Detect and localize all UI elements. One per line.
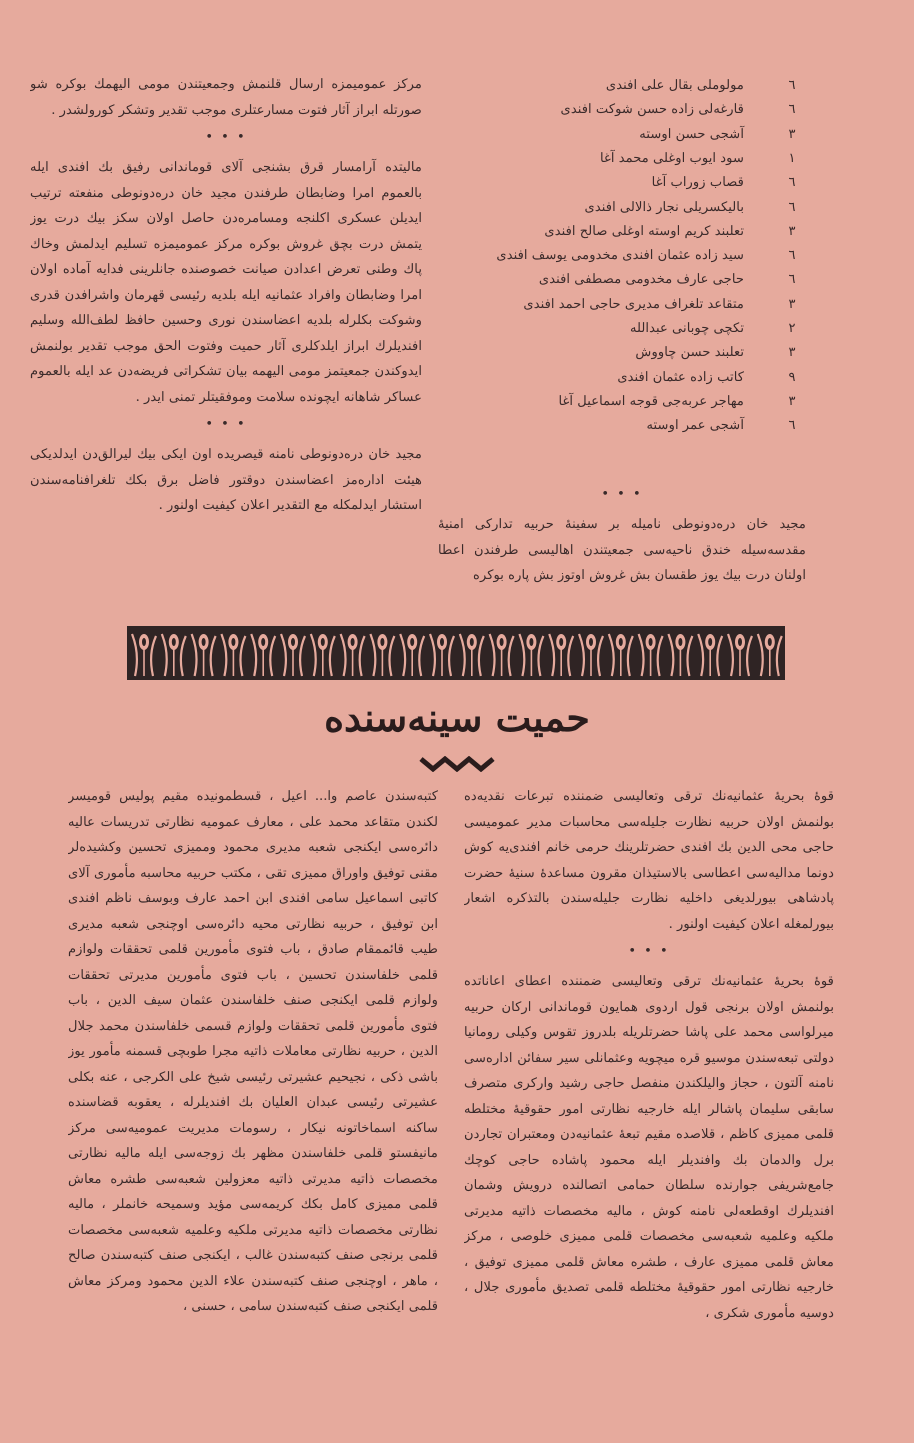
donor-amount: ٦ — [788, 272, 796, 288]
donor-row — [470, 224, 800, 248]
donor-name: آشجی حسن اوسته — [639, 126, 744, 142]
donor-name: سود ایوب اوغلی محمد آغا — [599, 150, 744, 166]
donor-amount: ٢ — [788, 321, 796, 336]
donor-amount: ٩ — [788, 369, 796, 385]
donor-row — [470, 127, 800, 151]
bottom-left-paragraph-1: کتبه‌سندن عاصم وا... اعیل ، قسطمونیده مقیم پولیس قومیسر لکندن متقاعد محمد علی ، معارف عمومیه نظارتی تدریسات عالیه دائره‌سی ایکنجی شعبه مدیری محمود وممیزی تحسین وکشیده‌لر مقنی توفیق واوراق ممیزی تقی ، مکتب حربیه محاسبه مأموری آلای کاتبی اسماعیل سامی افندی ابن احمد عارف وبوسف ناظم افندی ابن توفیق ، حربیه نظارتی محیه دائره‌سی اوچنجی شعبه مدیری طیب قائممقام صادق ، باب فتوی مأمورین قلمی تحققات ولوازم قلمی خلفاسندن تحسین ، باب فتوی مأمورین مدیرتی تحققات ولوازم قلمی ایکنجی صنف خلفاسندن عثمان سیف الدین ، باب فتوی مأمورین قلمی تحققات ولوازم قسمی خلفاسندن محمد جلال الدین ، حربیه نظارتی معاملات ذاتیه مجرا طوبچی قسمنه مأمور یوز باشی ذکی ، نجیحیم عشیرتی رئیسی شیخ علی الکرجی ، عنه بکلی عشیرتی رئیسی عبدان العلیان بك افندیلرله ، یعقوبه قضاسنده ساکنه اسماخاتونه نیکار ، رسومات مدیریت عمومیه‌سی مرکز مانیفستو قلمی خلفاسندن مظهر بك زوجه‌سی ایله مالیه نظارتی مخصصات ذاتیه مدیرتی ذاتیه معزولین شعبه‌سی طشره معاش قلمی ممیزی کامل بکك کریمه‌سی مؤید وسمیحه خانملر ، مالیه نظارتی مخصصات ذاتیه مدیرتی ملکیه وعلمیه شعبه‌سی مخصصات قلمی برنجی صنف کتبه‌سندن غالب ، ایکنجی صنف کتبه‌سندن صالح ، ماهر ، اوچنجی صنف کتبه‌سندن علاء الدین محمود ومرکز معاش قلمی ایکنجی صنف کتبه‌سندن سامی ، حسنی ، — [68, 789, 438, 1314]
section-title: حمیت سینه‌سنده — [324, 695, 590, 740]
separator-stars: • • • — [205, 417, 247, 432]
donor-name: مهاجر عربه‌جی قوجه اسماعیل آغا — [558, 393, 744, 409]
donor-name: تعلبند حسن چاووش — [635, 345, 744, 361]
bottom-right-paragraph-1: قوهٔ بحریهٔ عثمانیه‌نك ترقی وتعالیسی ضمننده تبرعات نقدیه‌ده بولنمش اولان حربیه نظارت جلیله‌سی محاسبات مدیر عمومیسی حاجی محی الدین بك افندی حضرتلرینك حرمی خانم افندی‌یه کوش دونما مدالیه‌سی اعطاسی بالاستیذان مقرون مساعدهٔ سنیهٔ حضرت پادشاهی بیورلدیغی داخلیه نظارت جلیله‌سندن بالتذکره اشعار بیورلمغله اعلان کیفیت اولنور . — [464, 789, 834, 932]
separator-stars: • • • — [601, 487, 643, 502]
donor-amount: ٣ — [788, 126, 796, 142]
donor-amount: ٣ — [788, 345, 796, 361]
zigzag-divider-icon — [419, 756, 495, 772]
donor-row — [470, 78, 800, 102]
donor-row — [470, 151, 800, 175]
donor-row — [470, 370, 800, 394]
donor-row — [470, 272, 800, 296]
donor-row — [470, 345, 800, 369]
donor-amount: ٦ — [788, 418, 796, 434]
donor-amount: ١ — [788, 150, 796, 166]
bottom-right-column — [464, 784, 834, 1414]
donor-row — [470, 102, 800, 126]
left-top-paragraph-2: مالیتده آرامسار قرق بشنجی آلای قوماندانی رفیق بك افندی ایله بالعموم امرا وضابطان طرفندن مجید خان دره‌دونوطی منفعته ترتیب ایدیلن عسکری اکلنجه ومسامره‌دن حاصل اولان سکز بیك درت یوز یتمش درت بچق غروش بوکره مرکز عمومیمزه تسلیم ایدلمش وخاك پاك وطنی تعرض اعدادن صیانت خصوصنده جانلرینی فدایه آماده اولان امرا وضابطان وافراد عثمانیه ایله بلدیه رئیسی قهرمان واشرافدن قدری وشوکت بکلرله بلدیه اعضاسندن نوری وحسین حافظ لطف‌الله وسلیم افندیلرك ابراز ایلدکلری آثار حمیت وفتوت الحق موجب تقدیر بولنمش ایدوکندن جمعیتمز مومی الیهمه بیان تشکراتی فریضه‌دن عد ایله بالعموم عساکر شاهانه ایچونده سلامت وموفقیتلر تمنی ایدر . — [30, 160, 422, 405]
donor-name: آشجی عمر اوسته — [646, 418, 744, 434]
donor-name: حاجی عارف مخدومی مصطفی افندی — [538, 272, 744, 288]
right-bottom-paragraph: مجید خان دره‌دونوطی نامیله بر سفینهٔ حربیه تدارکی امنیهٔ مقدسه‌سیله خندق ناحیه‌سی جمعیتندن اهالیسی طرفندن اعطا اولنان درت بیك یوز طقسان بش غروش اوتوز بش پاره بوکره — [438, 517, 806, 583]
donor-name: قارغه‌لی زاده حسن شوکت افندی — [560, 102, 744, 118]
donor-amount: ٦ — [788, 78, 796, 93]
donor-amount: ٦ — [788, 248, 796, 264]
separator-stars: • • • — [628, 944, 670, 959]
donor-row — [470, 200, 800, 224]
donor-name: قصاب زوراب آغا — [651, 175, 744, 191]
donor-row — [470, 394, 800, 418]
donor-row — [470, 418, 800, 442]
left-top-paragraph-3: مجید خان دره‌دونوطی نامنه قیصریده اون ایکی بیك لیرالق‌دن ایدلدیکی هیئت اداره‌مز اعضاسندن دوقتور فاضل برق بکك تلغرافنامه‌سندن استشار ایدلمکله مع التقدیر اعلان کیفیت اولنور . — [30, 447, 422, 513]
donor-amount: ٦ — [788, 199, 796, 215]
iris-flower-banner-graphic — [129, 628, 783, 678]
donor-name: تکچی چوبانی عبدالله — [629, 321, 744, 336]
donor-amount: ٦ — [788, 102, 796, 118]
iris-flower-banner-icon — [127, 626, 785, 680]
donor-name: کاتب زاده عثمان افندی — [617, 369, 744, 385]
donor-row — [470, 175, 800, 199]
donor-amount: ٣ — [788, 393, 796, 409]
donor-name: بالیکسریلی نجار ذالالی افندی — [584, 199, 744, 215]
bottom-right-paragraph-2: قوهٔ بحریهٔ عثمانیه‌نك ترقی وتعالیسی ضمننده اعطای اعاناتده بولنمش اولان برنجی قول اردوی همایون قوماندانی ارکان حربیه میرلواسی محمد علی پاشا حضرتلریله بلدروز تقوس وکیلی رومانیا دولتی تبعه‌سندن موسیو قره میچویه وعثمانلی سیر سفائن اداره‌سی نامنه آلتون ، حجاز والیلکندن منفصل حاجی رشید وارکری متصرف سابقی سلیمان پاشالر ایله خارجیه نظارتی امور حقوقیهٔ مختلطه قلمی ممیزی کاظم ، قلاصده مقیم تبعهٔ عثمانیه‌دن ومعتبران تجاردن برل والدمان بك وافندیلر ایله محمود پاشاده حاجی کوچك جامع‌شریفی جوارنده سلطان حمامی اتصالنده درویش وشمان افندیلرك اوقطعه‌لی نامنه کوش ، مالیه مخصصات ذاتیه مدیرتی ملکیه وعلمیه شعبه‌سی مخصصات قلمی ممیزی خلوصی ، مرکز معاش قلمی ممیزی عارف ، طشره معاش قلمی ممیزی توفیق ، خارجیه نظارتی امور حقوقیهٔ مختلطه قلمی تصدیق مأموری جلال ، دوسیه مأموری شکری ، — [464, 974, 834, 1321]
left-column-top — [30, 72, 422, 617]
right-column-bottom — [438, 484, 806, 612]
donor-amount: ٦ — [788, 175, 796, 191]
left-top-paragraph-1: مرکز عمومیمزه ارسال قلنمش وجمعیتندن مومی الیهمك بوکره شو صورتله ابراز آثار فتوت مسارعتلری موجب تقدیر وتشکر کورولشدر . — [30, 77, 422, 118]
donor-name: متقاعد تلغراف مدیری حاجی احمد افندی — [523, 296, 744, 312]
donor-name: تعلبند کریم اوسته اوغلی صالح افندی — [544, 223, 744, 239]
donor-row — [470, 248, 800, 272]
bottom-left-column — [68, 784, 438, 1414]
donor-amount: ٣ — [788, 296, 796, 312]
donor-row — [470, 321, 800, 345]
donor-name: سید زاده عثمان افندی مخدومی یوسف افندی — [496, 248, 744, 264]
donor-row — [470, 297, 800, 321]
donor-name: مولوملی بقال علی افندی — [605, 78, 744, 93]
separator-stars: • • • — [205, 130, 247, 145]
donor-amount: ٣ — [788, 223, 796, 239]
